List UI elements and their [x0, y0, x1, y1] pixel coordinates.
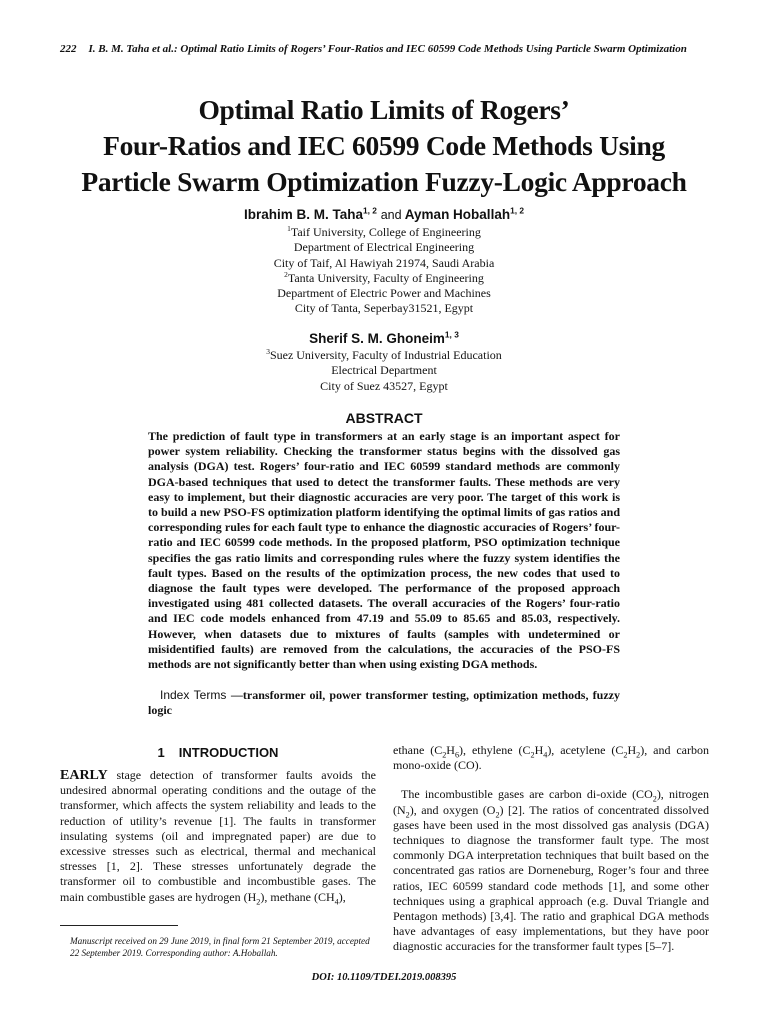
section-number: 1	[157, 745, 165, 760]
affiliation-line: $^3$Suez University, Faculty of Industrial Education	[266, 347, 502, 362]
page-number: 222	[60, 43, 77, 55]
author-conjunction: and	[380, 208, 402, 222]
section-title: INTRODUCTION	[178, 745, 279, 760]
right-column	[393, 743, 709, 955]
author-name: Ayman Hoballah	[404, 207, 511, 222]
author-affil-sup: 1, 2	[362, 205, 377, 216]
affiliations-block	[0, 348, 768, 394]
abstract-heading: ABSTRACT	[345, 410, 423, 426]
index-terms	[148, 688, 620, 718]
left-column	[60, 768, 376, 905]
section-heading	[60, 745, 376, 760]
paper-title	[0, 92, 768, 200]
author-name: Ibrahim B. M. Taha	[243, 207, 363, 222]
affiliation-line: City of Tanta, Seperbay31521, Egypt	[294, 301, 474, 316]
author-line	[0, 207, 768, 222]
drop-cap-word: EARLY	[60, 768, 108, 783]
author-affil-sup: 1, 2	[510, 205, 525, 216]
author-name: Sherif S. M. Ghoneim	[309, 331, 445, 346]
author-line	[0, 331, 768, 346]
abstract-text: The prediction of fault type in transformers at an early stage is an important aspect for power system reliability. Checking the transformer status begins with the dissolved gas analysis (DGA) test. Rogers’ four-ratio and IEC 60599 standard methods are commonly DGA-based techniques that used to detect the transformer faults. These methods are very easy to implement, but their diagnostic accuracies are very poor. The target of this work is to build a new PSO-FS optimization platform identifying the optimal limits of gas ratios and corresponding rules for each fault type to enhance the diagnostic accuracies of Rogers’ four-ratio and IEC 60599 code methods. In the proposed platform, PSO optimization technique specifies the gas ratio limits and corresponding rules where the fuzzy system identifies the fault types. Based on the results of the optimization process, the new codes that used to diagnose the fault types were developed. The performance of the proposed approach investigated using 481 collected datasets. The overall accuracies of the Rogers’ four-ratio and IEC code models enhanced from 47.19 and 55.09 to 85.65 and 85.03, respectively. However, when datasets due to mixtures of faults (samples with undetermined or misidentified faults) are removed from the calculations, the accuracies of the PSO-FS methods are not significantly better than when using existing DGA methods.	[148, 429, 620, 672]
body-paragraph: EARLY stage detection of transformer faults avoids the undesired abnormal operating conditions and the outage of the transformer, which affects the system reliability and leads to the reduction of utility’s revenue [1]. The faults in transformer insulating systems (oil and impregnated paper) are due to excessive stresses such as electrical, thermal and mechanical stresses [1, 2]. These stresses unfortunately degrade the transformer oil to combustible and incombustible gases. The main combustible gases are hydrogen $(H_2)$, methane $(CH_4)$,	[60, 768, 376, 907]
affiliation-line: Department of Electric Power and Machines	[277, 286, 491, 301]
affiliations-block	[0, 225, 768, 317]
index-terms-list: transformer oil, power transformer testing, optimization methods, fuzzy logic	[148, 688, 620, 718]
affiliation-line: Department of Electrical Engineering	[293, 240, 475, 255]
affiliation-line: City of Taif, Al Hawiyah 21974, Saudi Arabia	[273, 255, 495, 270]
running-title: I. B. M. Taha et al.: Optimal Ratio Limits of Rogers’ Four-Ratios and IEC 60599 Code Methods Using Particle Swarm Optimization	[88, 43, 687, 55]
title-line-2: Four-Ratios and IEC 60599 Code Methods Using	[103, 130, 665, 161]
body-paragraph: The incombustible gases are carbon di-oxide $(CO_2)$, nitrogen $(N_2)$, and oxygen $(O_2)$ [2]. The ratios of concentrated dissolved gases have been used in the most dissolved gas analysis (DGA) techniques to diagnose the transformer fault type. The most commonly DGA interpretation techniques that built based on the concentrated gas ratios are Dorneneburg, Roger’s four and three ratios, IEC 60599 standard code methods [1], and some other techniques using a graphical approach (e.g. Duval Triangle and Pentagon methods) [3,4]. The ratio and graphical DGA methods have advantages of easy implementations, but they have poor diagnostic accuracies for the transformer fault types [5–7].	[393, 787, 710, 954]
title-line-3: Particle Swarm Optimization Fuzzy-Logic Approach	[81, 166, 687, 197]
body-paragraph: ethane $(C_2H_6)$, ethylene $(C_2H_4)$, acetylene $(C_2H_2)$, and carbon mono-oxide (CO).	[393, 743, 709, 773]
affiliation-line: $^2$Tanta University, Faculty of Engineering	[284, 269, 484, 285]
running-header	[60, 43, 720, 55]
affiliation-line: City of Suez 43527, Egypt	[320, 378, 448, 393]
affiliation-line: Electrical Department	[331, 363, 437, 378]
author-affil-sup: 1, 3	[444, 329, 459, 340]
footnote-rule	[60, 925, 178, 926]
index-terms-label: Index Terms —	[160, 688, 243, 702]
title-line-1: Optimal Ratio Limits of Rogers’	[198, 94, 570, 125]
footnote: Manuscript received on 29 June 2019, in final form 21 September 2019, accepted 22 September 2019. Corresponding author: A.Hoballah.	[70, 936, 370, 958]
doi-line: DOI: 10.1109/TDEI.2019.008395	[311, 972, 457, 983]
affiliation-line: $^1$Taif University, College of Engineering	[287, 224, 481, 239]
